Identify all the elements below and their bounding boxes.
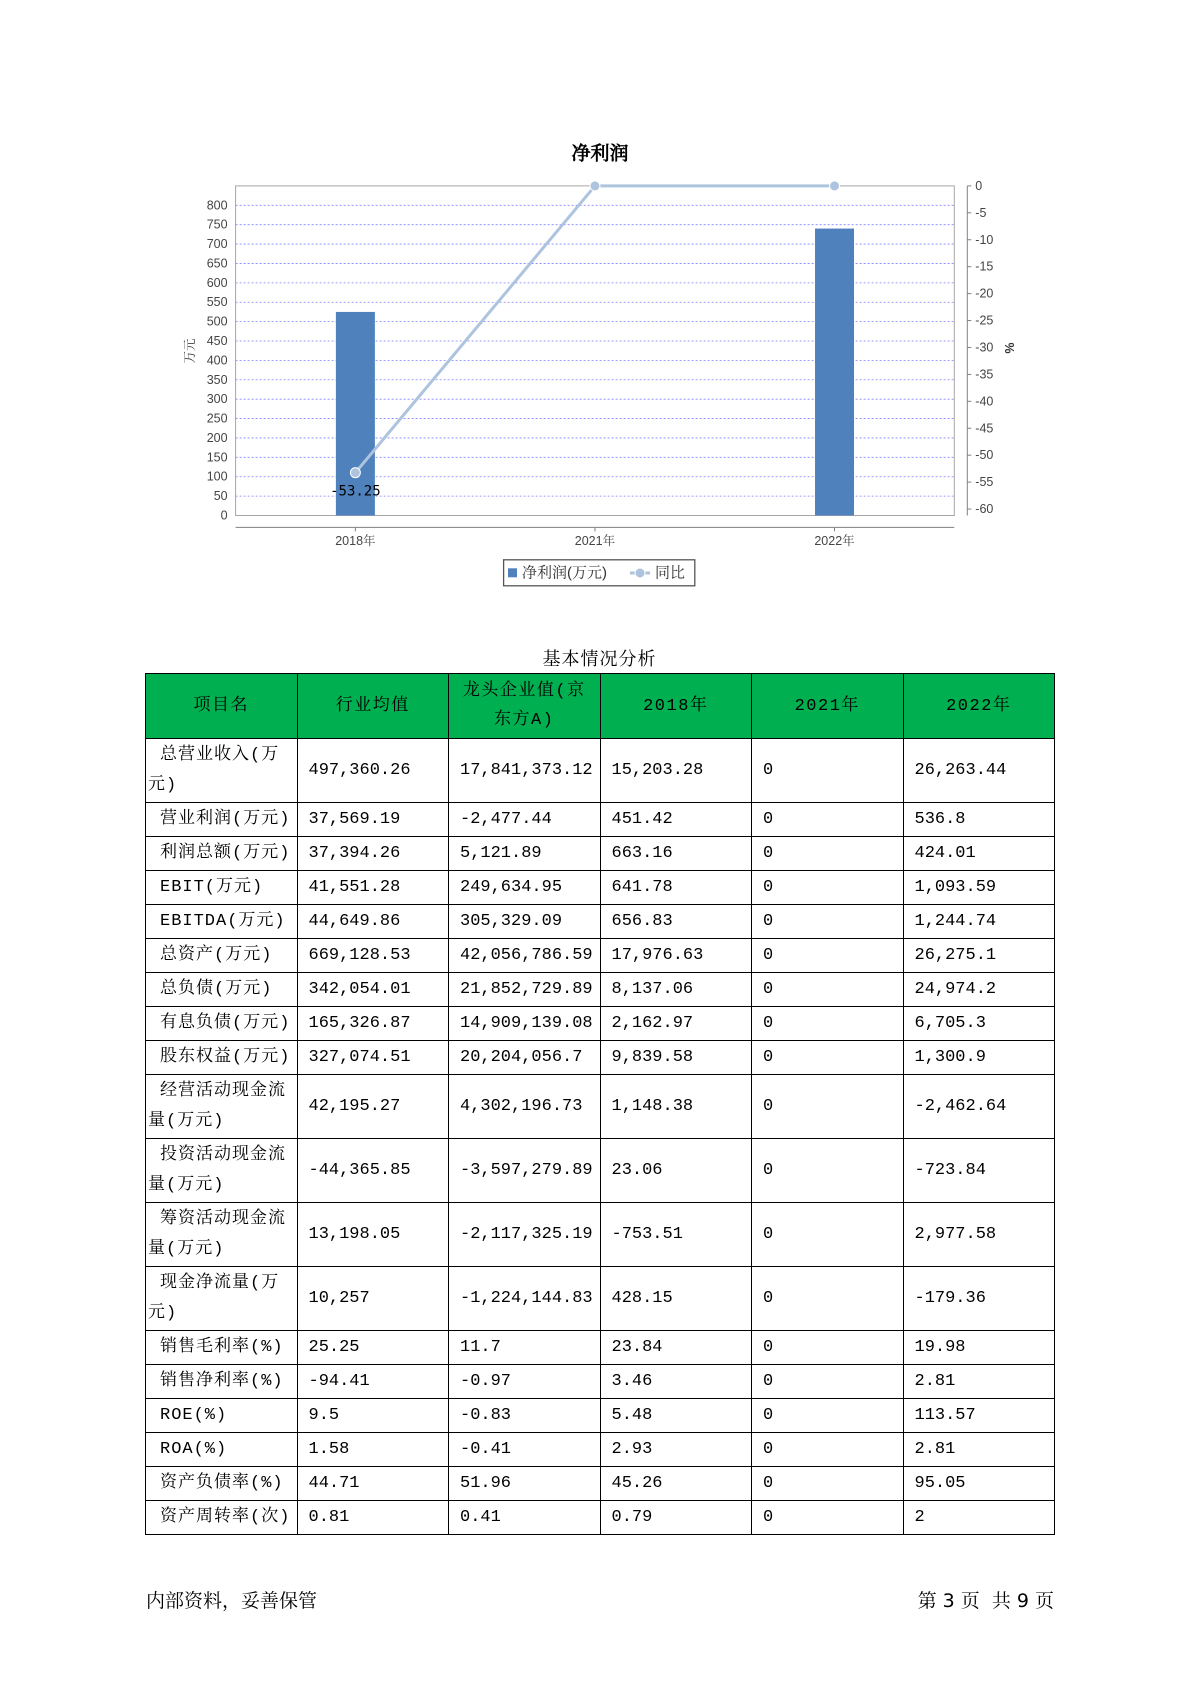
year-2022-cell: -723.84 [903,1139,1055,1203]
item-name-cell: 现金净流量(万元) [146,1267,298,1331]
year-2021-cell: 0 [752,871,904,905]
table-title: 基本情况分析 [542,649,657,669]
page-number: 第 3 页 共 9 页 [917,1590,1054,1612]
industry-avg-cell: -44,365.85 [297,1139,449,1203]
table-row [146,1331,1055,1365]
legend-label: 同比 [655,564,686,582]
year-2018-cell: 2,162.97 [600,1007,752,1041]
year-2021-cell: 0 [752,1041,904,1075]
industry-avg-cell: 10,257 [297,1267,449,1331]
year-2021-cell: 0 [752,939,904,973]
leader-value-cell: 305,329.09 [449,905,601,939]
year-2022-cell: 2.81 [903,1365,1055,1399]
year-2018-cell: 5.48 [600,1399,752,1433]
item-name-cell: 总负债(万元) [146,973,298,1007]
table-row [146,1399,1055,1433]
leader-value-cell: -2,477.44 [449,803,601,837]
year-2021-cell: 0 [752,973,904,1007]
year-2018-cell: 641.78 [600,871,752,905]
chart-title: 净利润 [571,143,629,165]
industry-avg-cell: 42,195.27 [297,1075,449,1139]
industry-avg-cell: 13,198.05 [297,1203,449,1267]
y-tick-label: 650 [206,256,228,271]
year-2022-cell: 6,705.3 [903,1007,1055,1041]
item-name-cell: 营业利润(万元) [146,803,298,837]
year-2022-cell: 26,263.44 [903,739,1055,803]
industry-avg-cell: 327,074.51 [297,1041,449,1075]
year-2018-cell: 23.06 [600,1139,752,1203]
table-row [146,837,1055,871]
year-2021-cell: 0 [752,1399,904,1433]
y-tick-label: 800 [206,198,228,213]
y-tick-label: 600 [206,275,228,290]
table-header-row [146,674,1055,739]
leader-value-cell: 20,204,056.7 [449,1041,601,1075]
basic-analysis-section [145,645,1054,1535]
leader-value-cell: 11.7 [449,1331,601,1365]
table-row [146,803,1055,837]
leader-value-cell: -1,224,144.83 [449,1267,601,1331]
year-2022-cell: 536.8 [903,803,1055,837]
year-2018-cell: 9,839.58 [600,1041,752,1075]
header-year-2022: 2022年 [903,674,1055,739]
year-2021-cell: 0 [752,1075,904,1139]
header-leader-value: 龙头企业值(京东方A) [449,674,601,739]
yoy-marker [830,181,840,191]
leader-value-cell: -0.83 [449,1399,601,1433]
y2-tick-label: -35 [975,367,994,382]
header-year-2021: 2021年 [752,674,904,739]
y-tick-label: 150 [206,450,228,465]
table-row [146,1501,1055,1535]
item-name-cell: 有息负债(万元) [146,1007,298,1041]
leader-value-cell: -0.97 [449,1365,601,1399]
yoy-marker [590,181,600,191]
y2-tick-label: 0 [975,178,983,193]
y-tick-label: 350 [206,372,228,387]
item-name-cell: 筹资活动现金流量(万元) [146,1203,298,1267]
header-industry-avg: 行业均值 [297,674,449,739]
y-tick-label: 0 [220,508,228,523]
table-row [146,1041,1055,1075]
leader-value-cell: 42,056,786.59 [449,939,601,973]
year-2018-cell: 3.46 [600,1365,752,1399]
item-name-cell: 总营业收入(万元) [146,739,298,803]
industry-avg-cell: 9.5 [297,1399,449,1433]
year-2018-cell: 17,976.63 [600,939,752,973]
item-name-cell: 投资活动现金流量(万元) [146,1139,298,1203]
year-2018-cell: 663.16 [600,837,752,871]
table-row [146,1203,1055,1267]
leader-value-cell: 249,634.95 [449,871,601,905]
year-2022-cell: -179.36 [903,1267,1055,1331]
year-2021-cell: 0 [752,905,904,939]
table-row [146,739,1055,803]
year-2022-cell: 2 [903,1501,1055,1535]
legend [504,560,695,586]
y2-tick-label: -55 [975,475,994,490]
x-tick-label: 2022年 [814,534,855,548]
year-2018-cell: 1,148.38 [600,1075,752,1139]
year-2018-cell: 0.79 [600,1501,752,1535]
y2-tick-label: -60 [975,502,994,517]
item-name-cell: EBIT(万元) [146,871,298,905]
year-2021-cell: 0 [752,1433,904,1467]
item-name-cell: 总资产(万元) [146,939,298,973]
y-axis-title: 万元 [183,338,197,364]
leader-value-cell: 0.41 [449,1501,601,1535]
year-2018-cell: 2.93 [600,1433,752,1467]
y2-tick-label: -20 [975,286,994,301]
basic-analysis-table [145,673,1055,1535]
net-profit-bar [815,229,854,516]
year-2018-cell: 15,203.28 [600,739,752,803]
year-2021-cell: 0 [752,1007,904,1041]
y2-axis-title: % [1002,342,1016,354]
industry-avg-cell: 25.25 [297,1331,449,1365]
year-2021-cell: 0 [752,1467,904,1501]
y-tick-label: 450 [206,334,228,349]
item-name-cell: 股东权益(万元) [146,1041,298,1075]
table-row [146,1365,1055,1399]
y-tick-label: 550 [206,295,228,310]
y2-tick-label: -5 [975,205,987,220]
item-name-cell: ROE(%) [146,1399,298,1433]
industry-avg-cell: 342,054.01 [297,973,449,1007]
industry-avg-cell: 44,649.86 [297,905,449,939]
y2-tick-label: -10 [975,232,994,247]
y2-tick-label: -45 [975,421,994,436]
legend-label: 净利润(万元) [522,564,607,582]
table-row [146,871,1055,905]
year-2022-cell: 24,974.2 [903,973,1055,1007]
table-row [146,905,1055,939]
y-tick-label: 200 [206,430,228,445]
legend-bar-swatch [508,568,517,577]
yoy-marker [350,468,360,478]
leader-value-cell: 51.96 [449,1467,601,1501]
year-2021-cell: 0 [752,1501,904,1535]
net-profit-chart [0,0,1191,610]
y2-tick-label: -25 [975,313,994,328]
table-row [146,1433,1055,1467]
year-2021-cell: 0 [752,1139,904,1203]
header-item-name: 项目名 [146,674,298,739]
y2-tick-label: -40 [975,394,994,409]
leader-value-cell: 14,909,139.08 [449,1007,601,1041]
year-2022-cell: 1,300.9 [903,1041,1055,1075]
industry-avg-cell: 1.58 [297,1433,449,1467]
header-year-2018: 2018年 [600,674,752,739]
x-tick-label: 2021年 [574,534,616,548]
y2-tick-label: -30 [975,340,994,355]
y-tick-label: 300 [206,392,228,407]
year-2022-cell: -2,462.64 [903,1075,1055,1139]
year-2018-cell: 45.26 [600,1467,752,1501]
year-2018-cell: 656.83 [600,905,752,939]
table-row [146,1267,1055,1331]
year-2022-cell: 1,244.74 [903,905,1055,939]
year-2021-cell: 0 [752,1331,904,1365]
industry-avg-cell: 0.81 [297,1501,449,1535]
year-2022-cell: 26,275.1 [903,939,1055,973]
industry-avg-cell: 41,551.28 [297,871,449,905]
item-name-cell: 资产负债率(%) [146,1467,298,1501]
industry-avg-cell: 669,128.53 [297,939,449,973]
table-row [146,1139,1055,1203]
y2-tick-label: -50 [975,448,994,463]
industry-avg-cell: 44.71 [297,1467,449,1501]
year-2022-cell: 2,977.58 [903,1203,1055,1267]
year-2022-cell: 2.81 [903,1433,1055,1467]
y-tick-label: 700 [206,237,228,252]
year-2022-cell: 113.57 [903,1399,1055,1433]
item-name-cell: 利润总额(万元) [146,837,298,871]
year-2022-cell: 424.01 [903,837,1055,871]
year-2021-cell: 0 [752,837,904,871]
item-name-cell: ROA(%) [146,1433,298,1467]
y-tick-label: 250 [206,411,228,426]
leader-value-cell: 21,852,729.89 [449,973,601,1007]
table-row [146,973,1055,1007]
year-2022-cell: 19.98 [903,1331,1055,1365]
y-tick-label: 500 [206,314,228,329]
table-row [146,1467,1055,1501]
leader-value-cell: 5,121.89 [449,837,601,871]
footer-note: 内部资料，妥善保管 [146,1590,318,1612]
y-tick-label: 400 [206,353,228,368]
table-row [146,1075,1055,1139]
year-2021-cell: 0 [752,739,904,803]
year-2018-cell: 23.84 [600,1331,752,1365]
leader-value-cell: -3,597,279.89 [449,1139,601,1203]
y-tick-label: 100 [206,469,228,484]
yoy-data-label: -53.25 [330,483,381,500]
year-2021-cell: 0 [752,1203,904,1267]
industry-avg-cell: 497,360.26 [297,739,449,803]
y2-tick-label: -15 [975,259,994,274]
industry-avg-cell: -94.41 [297,1365,449,1399]
year-2018-cell: 451.42 [600,803,752,837]
legend-marker-swatch [635,568,645,578]
table-row [146,939,1055,973]
leader-value-cell: 4,302,196.73 [449,1075,601,1139]
y-tick-label: 50 [213,489,228,504]
leader-value-cell: -2,117,325.19 [449,1203,601,1267]
item-name-cell: 销售净利率(%) [146,1365,298,1399]
year-2018-cell: -753.51 [600,1203,752,1267]
y-tick-label: 750 [206,217,228,232]
year-2022-cell: 95.05 [903,1467,1055,1501]
year-2021-cell: 0 [752,1365,904,1399]
item-name-cell: 资产周转率(次) [146,1501,298,1535]
leader-value-cell: 17,841,373.12 [449,739,601,803]
year-2022-cell: 1,093.59 [903,871,1055,905]
table-body [146,739,1055,1535]
industry-avg-cell: 37,569.19 [297,803,449,837]
item-name-cell: 销售毛利率(%) [146,1331,298,1365]
industry-avg-cell: 165,326.87 [297,1007,449,1041]
table-row [146,1007,1055,1041]
leader-value-cell: -0.41 [449,1433,601,1467]
year-2018-cell: 8,137.06 [600,973,752,1007]
year-2021-cell: 0 [752,803,904,837]
item-name-cell: 经营活动现金流量(万元) [146,1075,298,1139]
industry-avg-cell: 37,394.26 [297,837,449,871]
year-2018-cell: 428.15 [600,1267,752,1331]
x-tick-label: 2018年 [335,534,376,548]
year-2021-cell: 0 [752,1267,904,1331]
item-name-cell: EBITDA(万元) [146,905,298,939]
